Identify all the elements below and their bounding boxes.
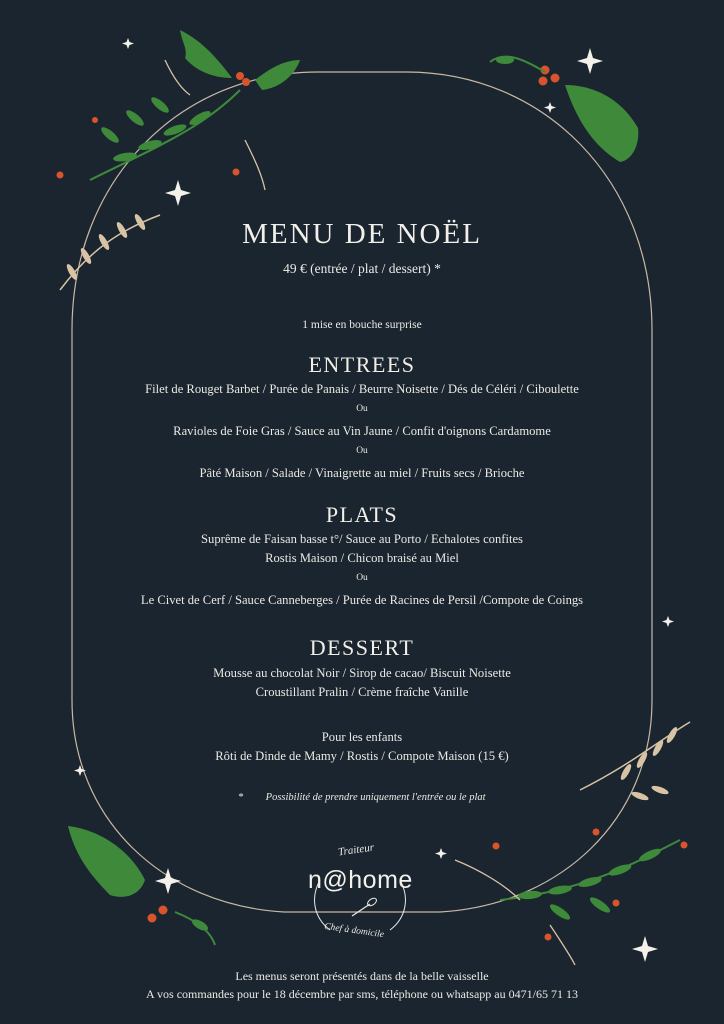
or-separator: Ou [356, 404, 368, 414]
entree-item: Ravioles de Foie Gras / Sauce au Vin Jaune / Confit d'oignons Cardamome [173, 424, 551, 438]
kids-item: Rôti de Dinde de Mamy / Rostis / Compote Maison (15 €) [215, 749, 509, 763]
amuse-bouche: 1 mise en bouche surprise [302, 319, 422, 331]
kids-heading: Pour les enfants [321, 730, 403, 744]
dessert-item-line: Croustillant Pralin / Crème fraîche Vanille [255, 685, 469, 699]
plat-item: Le Civet de Cerf / Sauce Canneberges / Purée de Racines de Persil /Compote de Coings [140, 593, 584, 607]
dessert-item-line: Mousse au chocolat Noir / Sirop de cacao/ Biscuit Noisette [213, 666, 511, 680]
menu-price: 49 € (entrée / plat / dessert) * [283, 261, 441, 276]
plat-item-line: Suprême de Faisan basse t°/ Sauce au Porto / Echalotes confites [201, 532, 523, 546]
section-heading-entrees: ENTREES [308, 352, 416, 377]
footnote [0, 792, 724, 803]
or-separator: Ou [356, 446, 368, 456]
logo-tagline-top: Traiteur [337, 841, 375, 859]
entree-item: Filet de Rouget Barbet / Purée de Panais / Beurre Noisette / Dés de Céléri / Ciboulette [145, 382, 579, 396]
section-heading-plats: PLATS [325, 502, 399, 527]
entree-item: Pâté Maison / Salade / Vinaigrette au miel / Fruits secs / Brioche [199, 466, 525, 480]
footer-line: A vos commandes pour le 18 décembre par sms, téléphone ou whatsapp au 0471/65 71 13 [146, 987, 578, 1001]
menu-title: MENU DE NOËL [242, 218, 482, 250]
plat-item-line: Rostis Maison / Chicon braisé au Miel [265, 551, 459, 565]
footer-line: Les menus seront présentés dans de la belle vaisselle [235, 969, 489, 983]
section-heading-dessert: DESSERT [309, 635, 415, 660]
logo-tagline-bottom: Chef à domicile [323, 921, 385, 941]
footnote-star: * [238, 792, 244, 803]
or-separator: Ou [356, 573, 368, 583]
brand-logo [300, 838, 420, 948]
logo-name: n@home [308, 866, 413, 894]
footnote-text: Possibilité de prendre uniquement l'entrée ou le plat [265, 792, 486, 803]
